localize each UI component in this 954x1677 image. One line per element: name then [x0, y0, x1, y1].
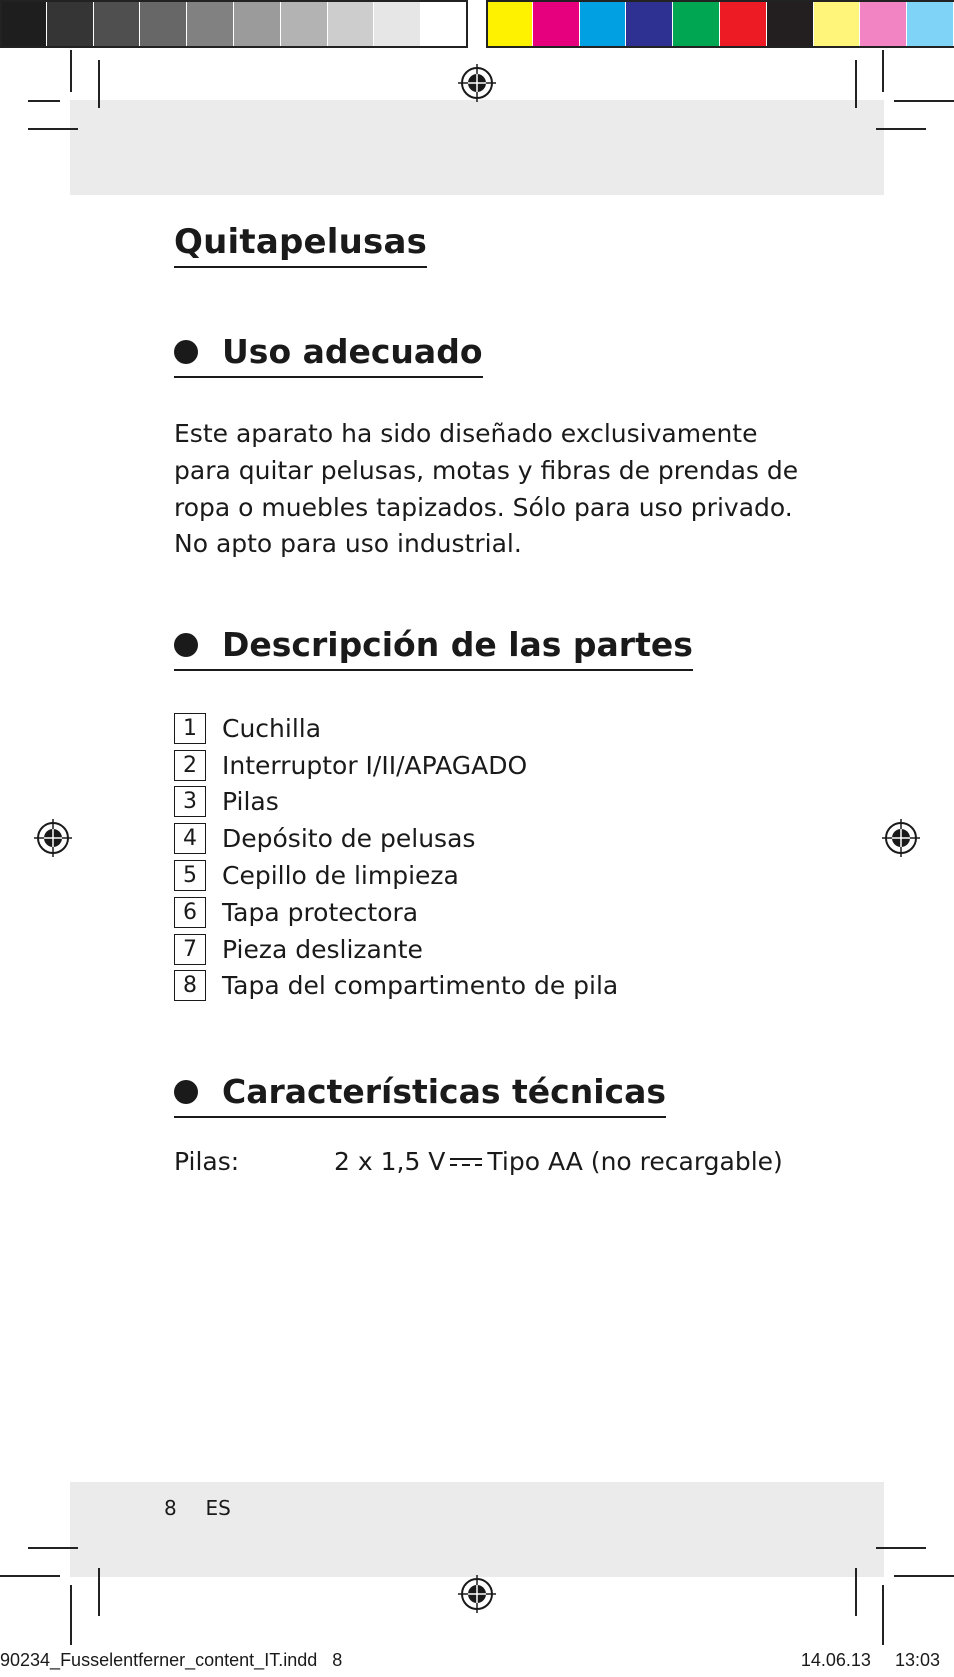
part-label: Cuchilla: [222, 713, 322, 743]
crop-mark: [882, 1585, 884, 1645]
bullet-icon: [174, 340, 198, 364]
registration-mark-icon: [458, 64, 496, 102]
list-item: [174, 968, 618, 1005]
part-label: Pieza deslizante: [222, 934, 423, 964]
parts-list: [174, 710, 618, 1004]
crop-mark: [876, 128, 926, 130]
color-bar-outline: [486, 0, 954, 48]
part-number: 3: [174, 786, 206, 817]
part-label: Depósito de pelusas: [222, 824, 476, 854]
crop-mark: [894, 1575, 954, 1577]
crop-mark: [28, 1547, 78, 1549]
gray-bar-outline: [0, 0, 468, 48]
crop-mark: [70, 1585, 72, 1645]
list-item: [174, 784, 618, 821]
slug-filename: 90234_Fusselentferner_content_IT.indd 8: [0, 1650, 343, 1670]
list-item: [174, 931, 618, 968]
part-number: 1: [174, 713, 206, 744]
part-number: 5: [174, 860, 206, 891]
registration-mark-icon: [882, 819, 920, 857]
section-heading-text: Descripción de las partes: [222, 625, 693, 664]
spec-value-voltage: 2 x 1,5 V: [334, 1147, 446, 1176]
crop-mark: [876, 1547, 926, 1549]
uso-paragraph: Este aparato ha sido diseñado exclusivamente para quitar pelusas, motas y fibras de prendas de ropa o muebles tapizados. Sólo para uso privado. No apto para uso industrial.: [174, 419, 799, 559]
direct-current-icon: [449, 1157, 483, 1167]
spec-value-type: Tipo AA (no recargable): [487, 1147, 783, 1176]
registration-mark-icon: [458, 1575, 496, 1613]
crop-mark: [0, 1575, 60, 1577]
section-heading-tecnicas: [174, 1072, 666, 1118]
crop-mark: [894, 100, 954, 102]
crop-mark: [882, 50, 884, 92]
part-label: Tapa del compartimento de pila: [222, 971, 619, 1001]
slug-time: 13:03: [894, 1650, 940, 1670]
section-heading-partes: [174, 625, 693, 671]
list-item: [174, 820, 618, 857]
section-heading-text: Uso adecuado: [222, 332, 483, 371]
crop-mark: [28, 100, 60, 102]
part-label: Cepillo de limpieza: [222, 861, 459, 891]
crop-mark: [98, 60, 100, 108]
part-label: Tapa protectora: [222, 897, 419, 927]
slug-date: 14.06.13: [800, 1650, 871, 1670]
crop-mark: [855, 1568, 857, 1616]
list-item: [174, 894, 618, 931]
part-label: Pilas: [222, 787, 279, 817]
crop-mark: [70, 50, 72, 92]
part-label: Interruptor I/II/APAGADO: [222, 750, 528, 780]
part-number: 6: [174, 897, 206, 928]
bullet-icon: [174, 633, 198, 657]
header-band: [70, 100, 884, 195]
section-heading-text: Características técnicas: [222, 1072, 667, 1111]
spec-row: [174, 1147, 783, 1176]
list-item: [174, 710, 618, 747]
crop-mark: [98, 1568, 100, 1616]
color-calibration-bar: [0, 0, 954, 50]
language-code: ES: [205, 1496, 231, 1520]
part-number: 2: [174, 750, 206, 781]
page-number: 8: [164, 1496, 177, 1520]
part-number: 8: [174, 970, 206, 1001]
part-number: 4: [174, 823, 206, 854]
registration-mark-icon: [34, 819, 72, 857]
part-number: 7: [174, 934, 206, 965]
bullet-icon: [174, 1080, 198, 1104]
list-item: [174, 857, 618, 894]
section-heading-uso: [174, 332, 483, 378]
page-footer: [164, 1496, 231, 1520]
crop-mark: [28, 128, 78, 130]
page-title: Quitapelusas: [174, 222, 427, 268]
spec-label: Pilas:: [174, 1147, 240, 1176]
crop-mark: [855, 60, 857, 108]
list-item: [174, 747, 618, 784]
slug-timestamp: [801, 1650, 940, 1671]
